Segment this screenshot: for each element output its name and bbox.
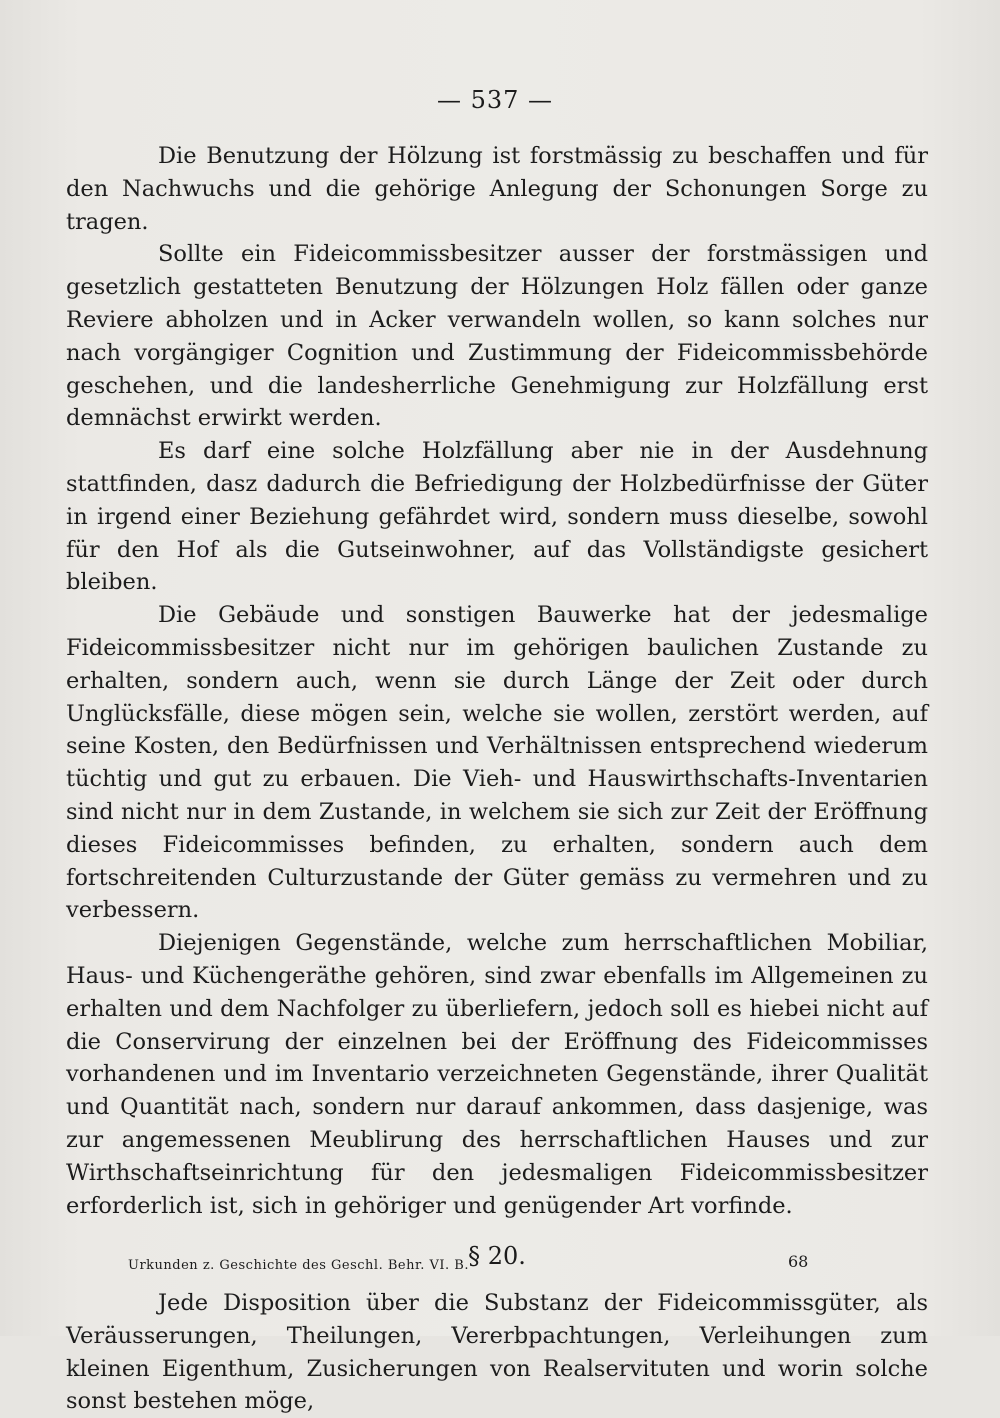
paragraph-4: Die Gebäude und sonstigen Bauwerke hat der jedesmalige Fideicommissbesitzer nicht nur im gehörigen baulichen Zustande zu erhalten, sondern auch, wenn sie durch Länge der Zeit oder durch Unglücksfälle, diese mögen sein, welche sie wollen, zerstört werden, auf seine Kosten, den Bedürfnissen und Verhältnissen entsprechend wiederum tüchtig und gut zu erbauen. Die Vieh- und Hauswirthschafts-Inventarien sind nicht nur in dem Zustande, in welchem sie sich zur Zeit der Eröffnung dieses Fideicommisses befinden, zu erhalten, sondern auch dem fortschreitenden Culturzustande der Güter gemäss zu vermehren und zu verbessern. xyxy=(66,602,928,924)
signature-mark: 68 xyxy=(788,1252,809,1271)
paragraph-3: Es darf eine solche Holzfällung aber nie in der Ausdehnung stattfinden, dasz dadurch die Befriedigung der Holzbedürfnisse der Güter in irgend einer Beziehung gefährdet wird, sondern muss dieselbe, sowohl für den Hof als die Gutseinwohner, auf das Vollständigste gesichert bleiben. xyxy=(66,438,928,596)
paragraph-5: Diejenigen Gegenstände, welche zum herrschaftlichen Mobiliar, Haus- und Küchengeräthe gehören, sind zwar ebenfalls im Allgemeinen zu erhalten und dem Nachfolger zu überliefern, jedoch soll es hiebei nicht auf die Conservirung der einzelnen bei der Eröffnung des Fideicommisses vorhandenen und im Inventario verzeichneten Gegenstände, ihrer Qualität und Quantität nach, sondern nur darauf ankommen, dass dasjenige, was zur angemessenen Meublirung des herrschaftlichen Hauses und zur Wirthschaftseinrichtung für den jedesmaligen Fideicommissbesitzer erforderlich ist, sich in gehöriger und genügender Art vorfinde. xyxy=(66,930,928,1219)
footer-note: Urkunden z. Geschichte des Geschl. Behr. VI. B. xyxy=(128,1258,469,1273)
paragraph-6: Jede Disposition über die Substanz der Fideicommissgüter, als Veräusserungen, Theilungen, Vererbpachtungen, Verleihungen zum kleinen Eigenthum, Zusicherungen von Realservituten und worin solche sonst bestehen möge, xyxy=(66,1290,928,1415)
body-text xyxy=(66,140,928,1418)
paragraph-2: Sollte ein Fideicommissbesitzer ausser der forstmässigen und gesetzlich gestatteten Benutzung der Hölzungen Holz fällen oder ganze Reviere abholzen und in Acker verwandeln wollen, so kann solches nur nach vorgängiger Cognition und Zustimmung der Fideicommissbehörde geschehen, und die landesherrliche Genehmigung zur Holzfällung erst demnächst erwirkt werden. xyxy=(66,241,928,432)
page-number-header: — 537 — xyxy=(436,86,554,114)
page-footer xyxy=(128,1252,828,1276)
paragraph-1: Die Benutzung der Hölzung ist forstmässig zu beschaffen und für den Nachwuchs und die gehörige Anlegung der Schonungen Sorge zu tragen. xyxy=(66,143,928,235)
section-heading: § 20. xyxy=(468,1242,526,1271)
